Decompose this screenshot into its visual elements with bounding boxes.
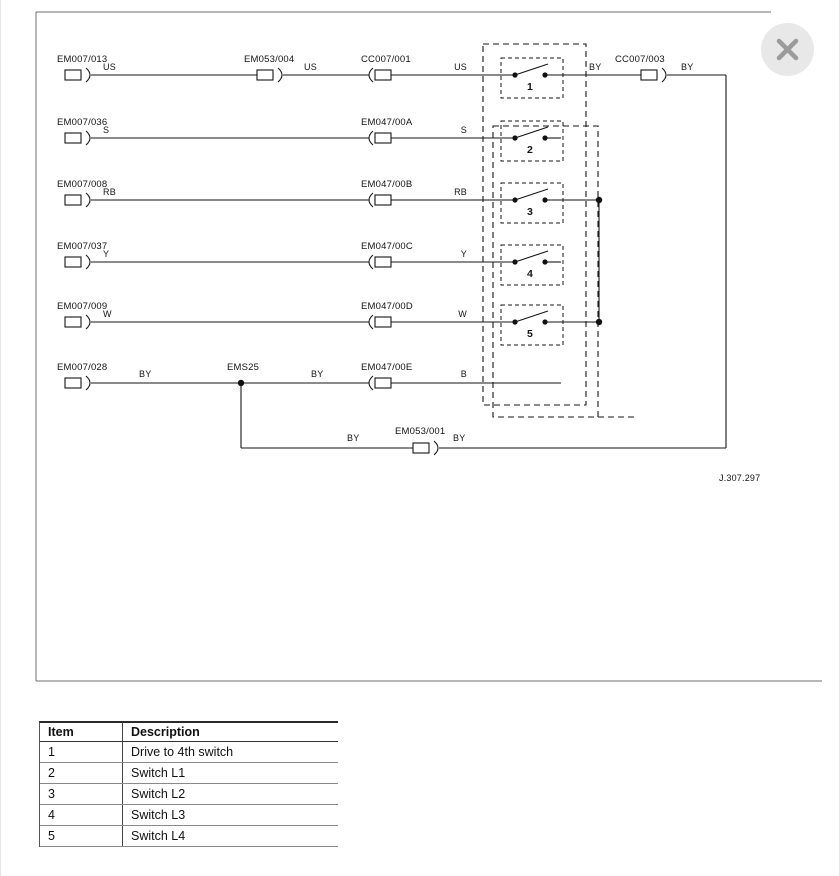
wire-code-label: Y xyxy=(103,249,110,259)
connector-label: EM007/037 xyxy=(57,241,108,252)
wire-code-label: BY xyxy=(347,433,360,443)
table-row xyxy=(40,742,338,763)
connector-label: EM047/00D xyxy=(361,301,413,312)
connector-symbol xyxy=(369,255,391,269)
connector-label: EM007/009 xyxy=(57,301,108,312)
table-cell-description: Switch L2 xyxy=(122,784,338,804)
table-cell-item: 2 xyxy=(48,766,55,780)
wire-code-label: BY xyxy=(681,62,694,72)
table-cell-item: 5 xyxy=(48,829,55,843)
table-row xyxy=(40,763,338,784)
wire-code-label: Y xyxy=(460,249,467,259)
wire-code-label: W xyxy=(103,309,112,319)
table-cell-item: 3 xyxy=(48,787,55,801)
connector-symbol xyxy=(65,255,90,269)
connector-symbol xyxy=(413,441,438,455)
wire-code-label: W xyxy=(458,309,467,319)
parts-table xyxy=(39,721,338,847)
connector-symbol xyxy=(369,68,391,82)
connector-label: EM047/00E xyxy=(361,362,413,373)
wire-code-label: BY xyxy=(139,369,152,379)
table-cell-description: Switch L3 xyxy=(122,805,338,825)
wire-code-label: RB xyxy=(103,187,116,197)
connector-label: EM007/036 xyxy=(57,117,108,128)
diagram-row-2 xyxy=(57,117,563,161)
switch-number: 4 xyxy=(526,268,534,280)
table-cell-description: Switch L4 xyxy=(122,826,338,846)
connector-symbol xyxy=(369,376,391,390)
switch-number: 5 xyxy=(526,328,534,340)
table-row xyxy=(40,826,338,847)
connector-symbol xyxy=(369,131,391,145)
connector-symbol xyxy=(65,193,90,207)
table-row xyxy=(40,784,338,805)
table-cell-item: 4 xyxy=(48,808,55,822)
diagram-row-4 xyxy=(57,241,563,285)
connector-label: CC007/003 xyxy=(615,54,665,65)
wire-code-label: BY xyxy=(453,433,466,443)
connector-label: EM047/00B xyxy=(361,179,413,190)
connector-symbol xyxy=(257,68,282,82)
switch-number: 2 xyxy=(526,144,534,156)
connector-symbol xyxy=(65,68,90,82)
close-button[interactable] xyxy=(761,23,814,76)
wiring-diagram xyxy=(1,0,840,700)
page-frame xyxy=(36,12,822,681)
table-header-item: Item xyxy=(48,725,74,739)
component-boundary xyxy=(483,44,635,417)
connector-label: EM053/001 xyxy=(395,426,446,437)
figure-reference: J.307.297 xyxy=(719,473,761,483)
table-cell-description: Drive to 4th switch xyxy=(122,742,338,762)
wire-code-label: US xyxy=(103,62,116,72)
table-cell-description: Switch L1 xyxy=(122,763,338,783)
connector-label: EM007/008 xyxy=(57,179,108,190)
table-header-row xyxy=(40,723,338,742)
diagram-row-6 xyxy=(57,362,561,390)
splice-label: EMS25 xyxy=(227,362,260,373)
connector-label: CC007/001 xyxy=(361,54,411,65)
connector-symbol xyxy=(65,315,90,329)
wire-code-label: S xyxy=(103,125,110,135)
connector-symbol xyxy=(369,315,391,329)
connector-symbol xyxy=(65,376,90,390)
close-icon xyxy=(761,23,814,76)
wire-code-label: S xyxy=(460,125,467,135)
connector-symbol xyxy=(65,131,90,145)
wire-code-label: RB xyxy=(454,187,467,197)
switch-number: 3 xyxy=(526,206,534,218)
wire-code-label: BY xyxy=(311,369,324,379)
wire-code-label: BY xyxy=(589,62,602,72)
diagram-row-5 xyxy=(57,301,602,345)
wire-code-label: US xyxy=(454,62,467,72)
table-cell-item: 1 xyxy=(48,745,55,759)
connector-label: EM047/00C xyxy=(361,241,413,252)
connector-label: EM007/013 xyxy=(57,54,108,65)
connector-symbol xyxy=(641,68,666,82)
connector-label: EM007/028 xyxy=(57,362,108,373)
diagram-row-1 xyxy=(57,54,726,98)
wire-code-label: US xyxy=(304,62,317,72)
wire-code-label: B xyxy=(460,369,467,379)
connector-symbol xyxy=(369,193,391,207)
connector-label: EM053/004 xyxy=(244,54,295,65)
connector-label: EM047/00A xyxy=(361,117,413,128)
table-header-description: Description xyxy=(122,723,338,741)
switch-number: 1 xyxy=(526,81,534,93)
table-row xyxy=(40,805,338,826)
diagram-row-3 xyxy=(57,179,602,223)
